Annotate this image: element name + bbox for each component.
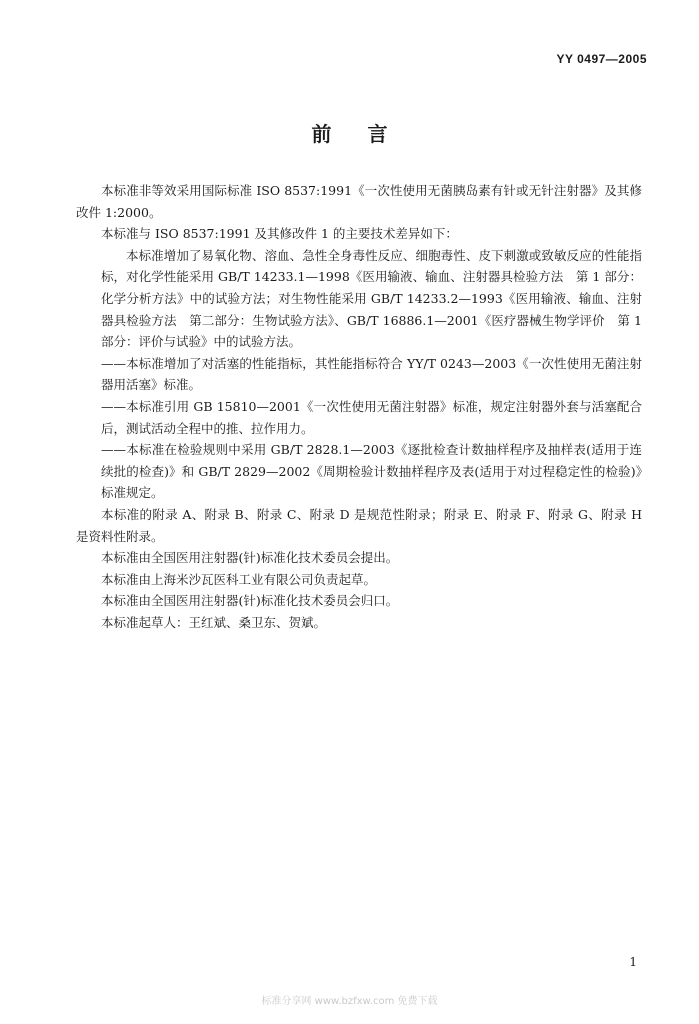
- paragraph-difference-performance: 本标准增加了易氧化物、溶血、急性全身毒性反应、细胞毒性、皮下刺激或致敏反应的性能指标，对化学性能采用 GB/T 14233.1—1998《医用输液、输血、注射器具检验方法 第 1 部分：化学分析方法》中的试验方法；对生物性能采用 GB/T 14233.2—1993《医用输液、输血、注射器具检验方法 第二部分：生物试验方法》、GB/T 16886.1—2001《医疗器械生物学评价 第 1 部分：评价与试验》中的试验方法。: [101, 247, 642, 350]
- foreword-body: [76, 180, 642, 633]
- page-title: 前言: [311, 122, 424, 146]
- paragraph-difference-force: ——本标准引用 GB 15810—2001《一次性使用无菌注射器》标准，规定注射器外套与活塞配合后，测试活动全程中的推、拉作用力。: [101, 398, 642, 436]
- paragraph-annexes: 本标准的附录 A、附录 B、附录 C、附录 D 是规范性附录；附录 E、附录 F、附录 G、附录 H 是资料性附录。: [76, 506, 642, 544]
- paragraph-drafted-by: 本标准由上海米沙瓦医科工业有限公司负责起草。: [101, 571, 377, 587]
- paragraph-difference-inspection: ——本标准在检验规则中采用 GB/T 2828.1—2003《逐批检查计数抽样程序及抽样表(适用于连续批的检查)》和 GB/T 2829—2002《周期检验计数抽样程序及表(适用于对过程稳定性的检验)》标准规定。: [101, 442, 642, 501]
- paragraph-difference-piston: ——本标准增加了对活塞的性能指标，其性能指标符合 YY/T 0243—2003《一次性使用无菌注射器用活塞》标准。: [101, 355, 642, 393]
- paragraph-proposed-by: 本标准由全国医用注射器(针)标准化技术委员会提出。: [101, 550, 399, 566]
- watermark-text: 标准分享网 www.bzfxw.com 免费下载: [261, 996, 438, 1007]
- standard-code: YY 0497—2005: [556, 52, 647, 66]
- paragraph-differences-intro: 本标准与 ISO 8537:1991 及其修改件 1 的主要技术差异如下：: [101, 226, 458, 242]
- paragraph-managed-by: 本标准由全国医用注射器(针)标准化技术委员会归口。: [101, 593, 399, 609]
- paragraph-drafters: 本标准起草人：王红斌、桑卫东、贺斌。: [101, 614, 327, 630]
- paragraph-adoption: 本标准非等效采用国际标准 ISO 8537:1991《一次性使用无菌胰岛素有针或无针注射器》及其修改件 1:2000。: [76, 183, 642, 220]
- page-number: 1: [629, 955, 637, 969]
